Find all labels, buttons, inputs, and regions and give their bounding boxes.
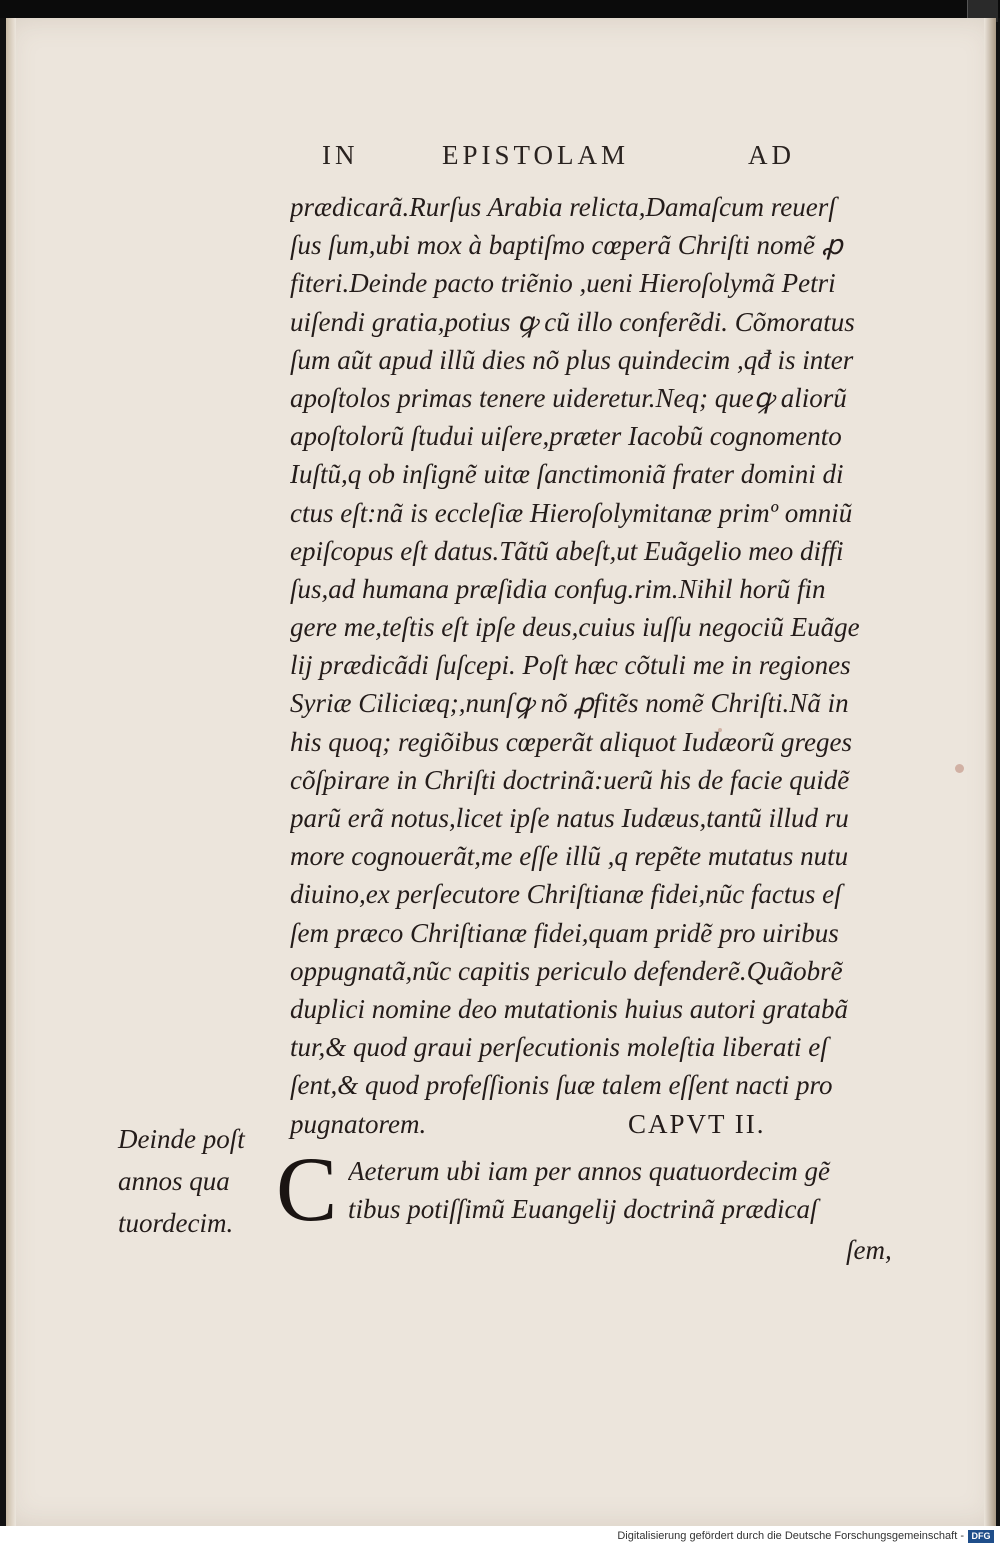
text-line: ſem præco Chriſtianæ fidei,quam pridẽ pro uiribus — [290, 917, 839, 948]
marginal-note — [118, 1118, 288, 1244]
text-line: more cognouerãt,me eſſe illũ ,q repẽte mutatus nutu — [290, 841, 849, 872]
text-line: ſent,& quod profeſſionis ſuæ talem eſſent nacti pro — [290, 1070, 833, 1101]
text-line: apoſtolos primas tenere uideretur.Neq; queꝙ aliorũ — [290, 382, 847, 413]
chapter-two-text — [348, 1152, 918, 1228]
catchword-line: ſem, — [846, 1235, 892, 1265]
page-gutter-shadow — [6, 18, 16, 1526]
text-line: tibus potiſſimũ Euangelij doctrinã prædicaſ — [348, 1194, 818, 1225]
text-line: fiteri.Deinde pacto triẽnio ,ueni Hieroſolymã Petri — [290, 268, 836, 299]
scan-top-border — [0, 0, 1000, 18]
running-head-left: IN — [322, 140, 359, 170]
text-line: Iuſtũ,q ob inſignẽ uitæ ſanctimoniã frater domini di — [290, 459, 844, 490]
digitization-credit: Digitalisierung gefördert durch die Deutsche Forschungsgemeinschaft - — [617, 1530, 964, 1542]
marginal-note-line: Deinde poſt — [118, 1124, 245, 1154]
main-text-block — [290, 188, 920, 1143]
text-line: ctus eſt:nã is eccleſiæ Hieroſolymitanæ primº omniũ — [290, 497, 853, 528]
chapter-break-line — [290, 1105, 920, 1143]
text-line: prædicarã.Rurſus Arabia relicta,Damaſcum reuerſ — [290, 192, 836, 222]
text-line: Syriæ Ciliciæq;,nunſꝙ nõ ꝓfitẽs nomẽ Chriſti.Nã in — [290, 688, 849, 719]
text-line: lij prædicãdi ſuſcepi. Poſt hæc cõtuli me in regiones — [290, 650, 851, 681]
text-line-final: pugnatorem. — [290, 1108, 427, 1139]
text-line: ſus ſum,ubi mox à baptiſmo cœperã Chriſti nomẽ ꝓ — [290, 230, 843, 261]
text-line: oppugnatã,nũc capitis periculo defenderẽ.Quãobrẽ — [290, 955, 843, 986]
dfg-logo: DFG — [968, 1530, 994, 1543]
running-head-middle: EPISTOLAM — [442, 140, 630, 170]
text-line: uiſendi gratia,potius ꝙ cũ illo conferẽdi. Cõmoratus — [290, 306, 855, 337]
text-line: ſus,ad humana præſidia confug.rim.Nihil horũ fin — [290, 573, 826, 604]
text-line: Aeterum ubi iam per annos quatuordecim gẽ — [348, 1156, 830, 1186]
text-line: parũ erã notus,licet ipſe natus Iudæus,tantũ illud ru — [290, 803, 849, 833]
paper-stain — [955, 764, 964, 773]
text-line: tur,& quod graui perſecutionis moleſtia liberati eſ — [290, 1032, 828, 1063]
text-line: duplici nomine deo mutationis huius autori gratabã — [290, 993, 848, 1024]
text-line: his quoq; regiõibus cœperãt aliquot Iudæorũ greges — [290, 726, 852, 757]
running-head-right: AD — [748, 140, 795, 170]
text-line: ſum aũt apud illũ dies nõ plus quindecim ,qđ is inter — [290, 344, 854, 375]
text-line: diuino,ex perſecutore Chriſtianæ fidei,nũc factus eſ — [290, 879, 842, 910]
page-edge-shadow — [984, 18, 996, 1526]
drop-cap-initial: C — [276, 1138, 338, 1240]
text-line: apoſtolorũ ſtudui uiſere,præter Iacobũ cognomento — [290, 421, 842, 452]
chapter-heading: CAPVT II. — [628, 1108, 766, 1139]
text-line: epiſcopus eſt datus.Tãtũ abeſt,ut Euãgelio meo diffi — [290, 535, 844, 566]
text-line: gere me,teſtis eſt ipſe deus,cuius iuſſu negociũ Euãge — [290, 612, 860, 643]
marginal-note-line: tuordecim. — [118, 1208, 234, 1238]
text-line: cõſpirare in Chriſti doctrinã:uerũ his de facie quidẽ — [290, 764, 850, 795]
marginal-note-line: annos qua — [118, 1166, 230, 1196]
running-head — [322, 140, 822, 176]
